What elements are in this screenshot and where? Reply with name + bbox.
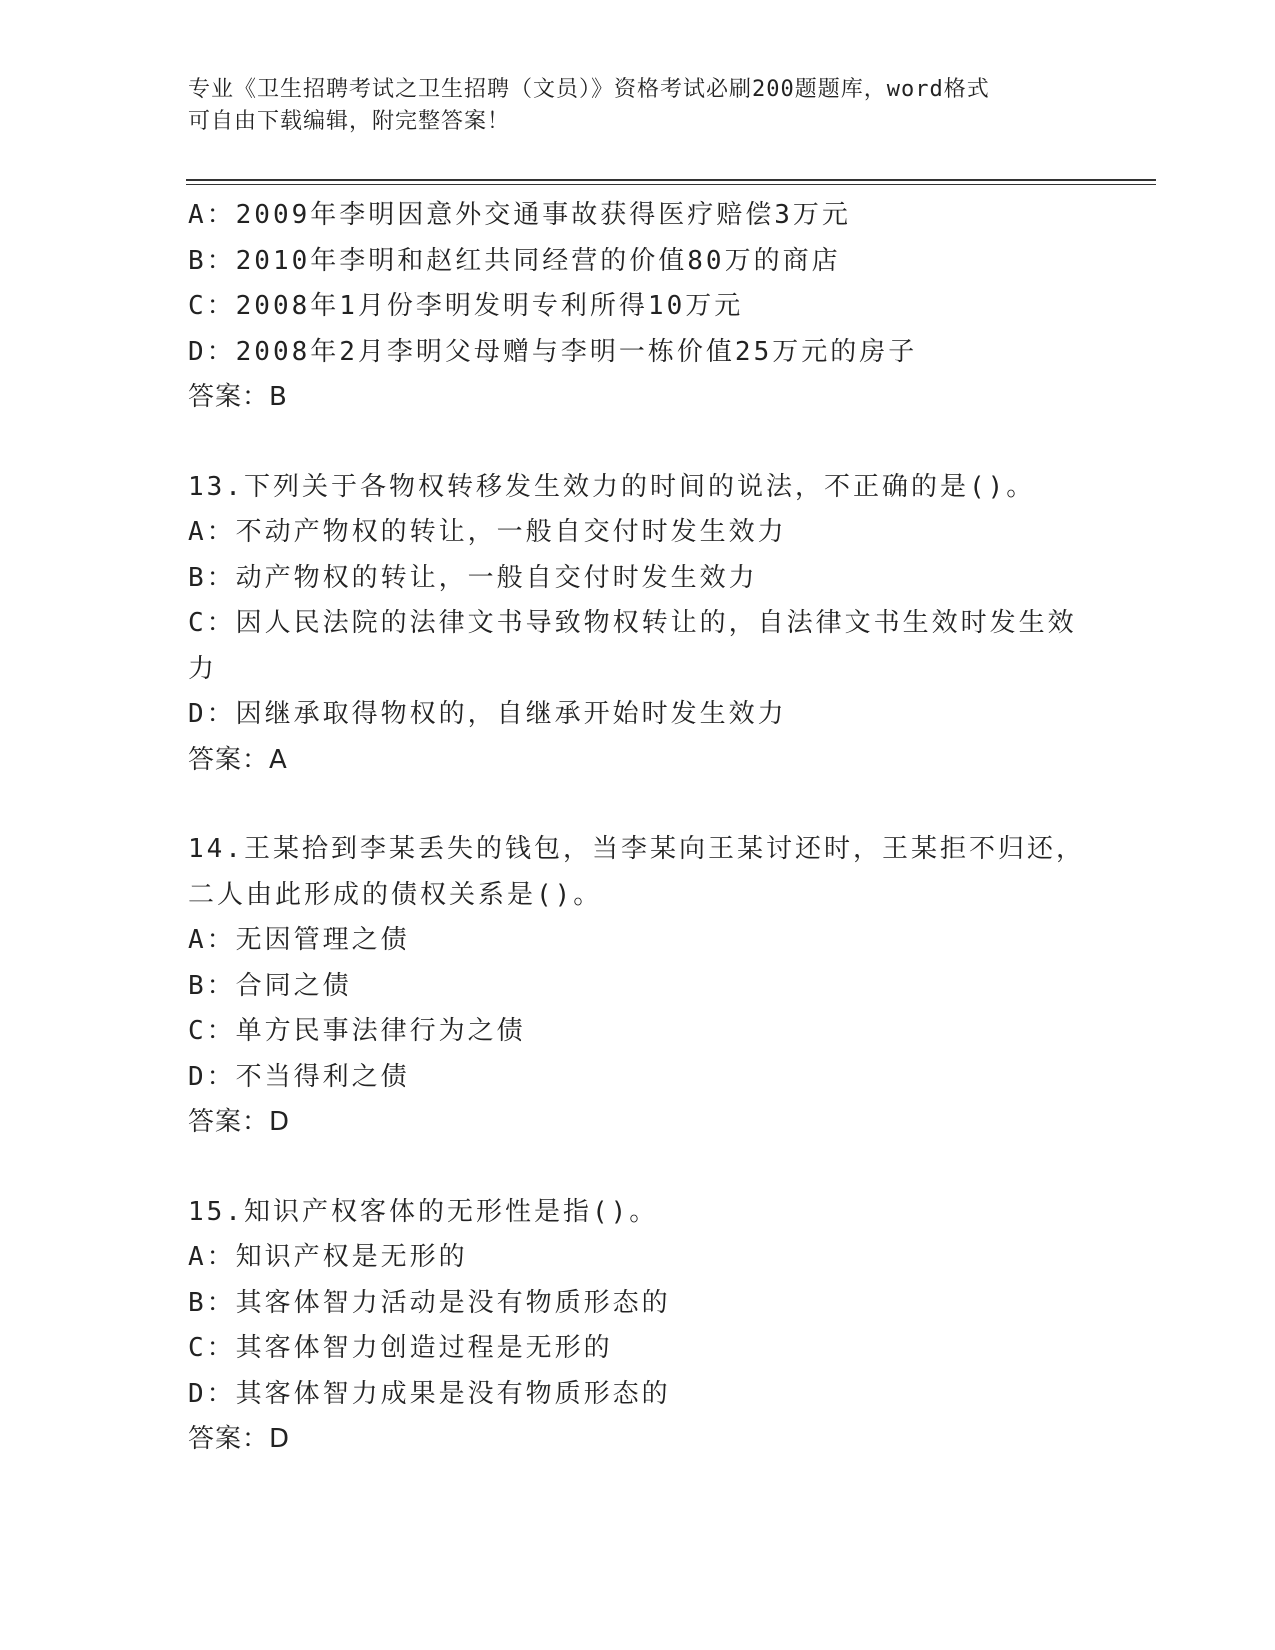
question-spacer <box>188 1146 1088 1190</box>
question-stem: 15.知识产权客体的无形性是指()。 <box>188 1196 659 1227</box>
question-block-15 <box>188 1190 1088 1463</box>
option-c: C：因人民法院的法律文书导致物权转让的，自法律文书生效时发生效 <box>188 608 1077 638</box>
option-a: A：2009年李明因意外交通事故获得医疗赔偿3万元 <box>188 200 851 230</box>
option-c: C：其客体智力创造过程是无形的 <box>188 1333 613 1363</box>
header-divider-thin <box>186 184 1156 185</box>
option-d: D：2008年2月李明父母赠与李明一栋价值25万元的房子 <box>188 336 918 367</box>
option-c: C：2008年1月份李明发明专利所得10万元 <box>188 291 744 321</box>
option-c-continued: 力 <box>188 653 218 684</box>
option-b: B：2010年李明和赵红共同经营的价值80万的商店 <box>188 245 841 276</box>
document-header <box>188 74 1088 138</box>
option-d: D：不当得利之债 <box>188 1061 410 1092</box>
option-a: A：知识产权是无形的 <box>188 1242 468 1272</box>
answer-line: 答案：D <box>188 1107 291 1137</box>
answer-line: 答案：B <box>188 382 288 412</box>
option-d: D：其客体智力成果是没有物质形态的 <box>188 1378 671 1409</box>
answer-line: 答案：D <box>188 1424 291 1454</box>
header-divider-thick <box>186 179 1156 181</box>
question-block-13 <box>188 465 1088 784</box>
question-stem-continued: 二人由此形成的债权关系是()。 <box>188 879 603 910</box>
option-c: C：单方民事法律行为之债 <box>188 1016 526 1046</box>
header-title-line-1: 专业《卫生招聘考试之卫生招聘（文员）》资格考试必刷200题题库，word格式 <box>188 77 990 102</box>
question-block-12 <box>188 193 1088 421</box>
question-block-14 <box>188 827 1088 1146</box>
option-a: A：不动产物权的转让，一般自交付时发生效力 <box>188 517 787 547</box>
option-b: B：动产物权的转让，一般自交付时发生效力 <box>188 562 758 593</box>
question-stem: 13.下列关于各物权转移发生效力的时间的说法，不正确的是()。 <box>188 471 1036 502</box>
option-a: A：无因管理之债 <box>188 925 410 955</box>
option-d: D：因继承取得物权的，自继承开始时发生效力 <box>188 699 787 729</box>
question-stem: 14.王某拾到李某丢失的钱包，当李某向王某讨还时，王某拒不归还， <box>188 834 1085 864</box>
answer-line: 答案：A <box>188 744 288 775</box>
question-spacer <box>188 421 1088 465</box>
question-list <box>188 193 1088 1463</box>
question-spacer <box>188 783 1088 827</box>
header-title-line-2: 可自由下载编辑，附完整答案！ <box>188 109 511 134</box>
option-b: B：合同之债 <box>188 970 352 1001</box>
option-b: B：其客体智力活动是没有物质形态的 <box>188 1287 671 1318</box>
